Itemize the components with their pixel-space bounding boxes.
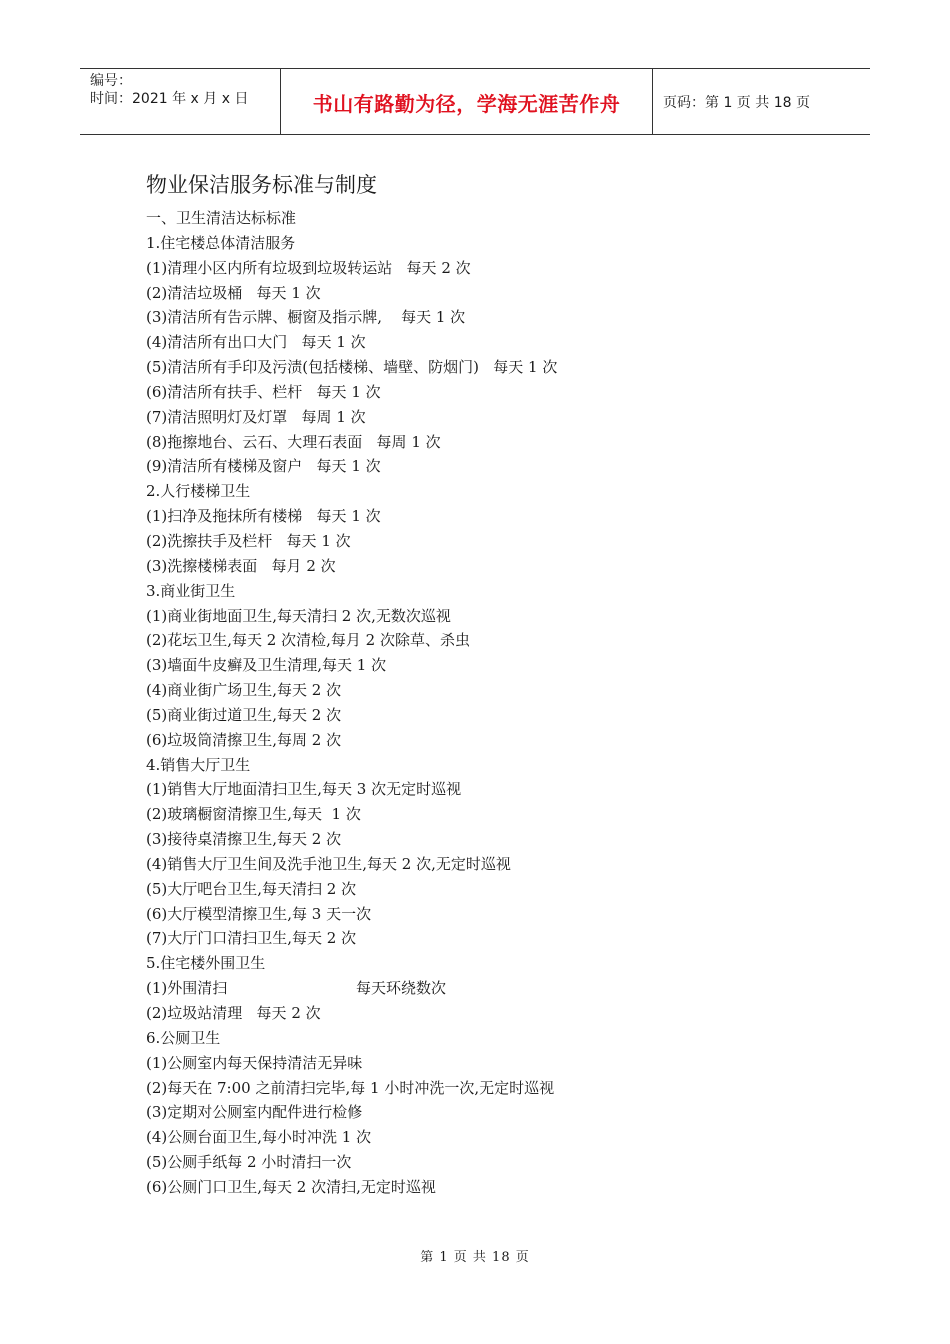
document-line: (3)定期对公厕室内配件进行检修 xyxy=(146,1103,363,1122)
page-footer: 第 1 页 共 18 页 xyxy=(420,1250,530,1265)
document-line: (5)清洁所有手印及污渍(包括楼梯、墙壁、防烟门) 每天 1 次 xyxy=(146,358,558,377)
document-line: (3)接待桌清擦卫生,每天 2 次 xyxy=(146,830,342,849)
document-line: (8)拖擦地台、云石、大理石表面 每周 1 次 xyxy=(146,432,441,451)
document-line: (4)清洁所有出口大门 每天 1 次 xyxy=(146,333,366,352)
document-line: (5)商业街过道卫生,每天 2 次 xyxy=(146,705,342,724)
document-line: (3)墙面牛皮癣及卫生清理,每天 1 次 xyxy=(146,656,387,675)
document-line: (4)商业街广场卫生,每天 2 次 xyxy=(146,681,342,700)
document-lines xyxy=(146,206,846,1200)
document-line: 2.人行楼梯卫生 xyxy=(146,482,251,501)
document-line: (4)销售大厅卫生间及洗手池卫生,每天 2 次,无定时巡视 xyxy=(146,854,511,873)
document-line: (2)清洁垃圾桶 每天 1 次 xyxy=(146,283,321,302)
document-line: (3)洗擦楼梯表面 每月 2 次 xyxy=(146,556,336,575)
document-line: (5)公厕手纸每 2 小时清扫一次 xyxy=(146,1153,352,1172)
document-line: (1)清理小区内所有垃圾到垃圾转运站 每天 2 次 xyxy=(146,258,471,277)
document-line: (2)垃圾站清理 每天 2 次 xyxy=(146,1004,321,1022)
document-line: 5.住宅楼外围卫生 xyxy=(146,954,266,973)
document-line: (2)花坛卫生,每天 2 次清检,每月 2 次除草、杀虫 xyxy=(146,631,470,650)
document-line: (6)垃圾筒清擦卫生,每周 2 次 xyxy=(146,730,342,749)
document-line: (2)每天在 7:00 之前清扫完毕,每 1 小时冲洗一次,无定时巡视 xyxy=(146,1078,555,1097)
date-label: 时间：2021 年 x 月 x 日 xyxy=(90,91,249,107)
page-info: 页码：第 1 页 共 18 页 xyxy=(663,94,810,111)
document-line: (3)清洁所有告示牌、橱窗及指示牌, 每天 1 次 xyxy=(146,308,466,327)
document-line: (1)销售大厅地面清扫卫生,每天 3 次无定时巡视 xyxy=(146,780,462,799)
document-line: (1)扫净及拖抹所有楼梯 每天 1 次 xyxy=(146,507,381,526)
document-title: 物业保洁服务标准与制度 xyxy=(146,173,377,197)
document-line: (6)大厅模型清擦卫生,每 3 天一次 xyxy=(146,904,372,923)
document-line: (2)玻璃橱窗清擦卫生,每天 1 次 xyxy=(146,805,361,824)
document-line: (2)洗擦扶手及栏杆 每天 1 次 xyxy=(146,531,351,550)
document-line: (7)大厅门口清扫卫生,每天 2 次 xyxy=(146,929,357,948)
document-line: 1.住宅楼总体清洁服务 xyxy=(146,233,296,252)
number-label: 编号： xyxy=(90,73,132,89)
motto: 书山有路勤为径，学海无涯苦作舟 xyxy=(281,69,653,134)
document-line: (9)清洁所有楼梯及窗户 每天 1 次 xyxy=(146,457,381,476)
document-line: (1)外围清扫 每天环绕数次 xyxy=(146,979,446,998)
document-line: (1)商业街地面卫生,每天清扫 2 次,无数次巡视 xyxy=(146,606,451,625)
document-line: (5)大厅吧台卫生,每天清扫 2 次 xyxy=(146,879,357,898)
page-header xyxy=(80,68,870,135)
header-meta-cell xyxy=(80,69,281,134)
document-line: (6)公厕门口卫生,每天 2 次清扫,无定时巡视 xyxy=(146,1177,436,1196)
document-line: 4.销售大厅卫生 xyxy=(146,755,251,774)
document-line: (6)清洁所有扶手、栏杆 每天 1 次 xyxy=(146,382,381,401)
document-line: 6.公厕卫生 xyxy=(146,1028,221,1047)
document-line: (4)公厕台面卫生,每小时冲洗 1 次 xyxy=(146,1128,372,1147)
document-line: (7)清洁照明灯及灯罩 每周 1 次 xyxy=(146,407,366,426)
document-line: (1)公厕室内每天保持清洁无异味 xyxy=(146,1053,363,1072)
document-line: 3.商业街卫生 xyxy=(146,581,236,600)
document-body xyxy=(146,170,846,1200)
document-line: 一、卫生清洁达标标准 xyxy=(146,209,297,227)
